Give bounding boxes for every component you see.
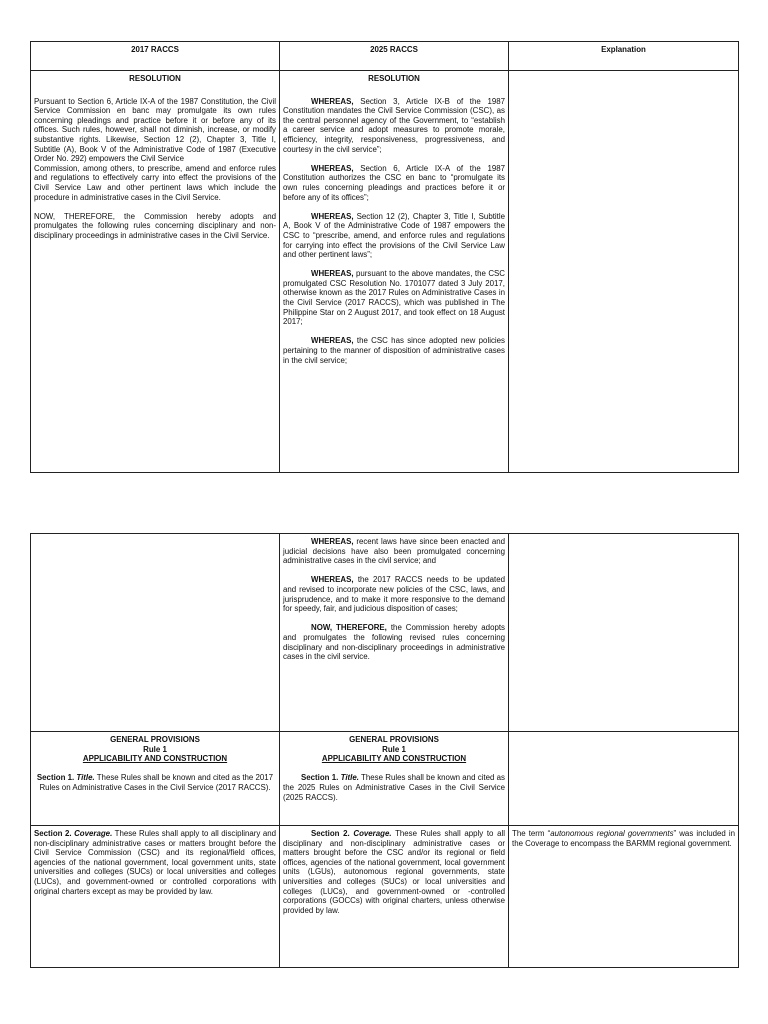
old-resolution-heading: RESOLUTION xyxy=(129,74,181,83)
section2-row xyxy=(31,826,739,968)
comparison-table-1 xyxy=(30,41,739,473)
comparison-table-2 xyxy=(30,533,739,968)
new-section1-cell xyxy=(280,732,509,826)
explanation-cell-3 xyxy=(509,732,739,826)
new-gp-title: GENERAL PROVISIONS xyxy=(349,735,439,744)
explanation-cell-2 xyxy=(509,534,739,732)
new-rule-number: Rule 1 xyxy=(382,744,406,754)
old-section1-cell xyxy=(31,732,280,826)
whereas-continued-row xyxy=(31,534,739,732)
new-whereas-continued-cell xyxy=(280,534,509,732)
old-section2: Section 2. Coverage. These Rules shall apply to all disciplinary and non-disciplinary administrative cases or matters brought before the Civil Service Commission (CSC) and its regional/field offices, agencies of the national government, local government units, state universities and colleges (SUCs) or local universities and colleges (LUCs), and government-owned or controlled corporations with original charters except as may be provided by law. xyxy=(34,829,276,896)
header-2017: 2017 RACCS xyxy=(31,42,280,71)
header-2025: 2025 RACCS xyxy=(280,42,509,71)
old-section1: Section 1. Title. These Rules shall be known and cited as the 2017 Rules on Administrative Cases in the Civil Service (2017 RACCS). xyxy=(36,773,274,792)
new-whereas-1: WHEREAS, Section 3, Article IX-B of the 1987 Constitution mandates the Civil Service Commission (CSC), as the central personnel agency of the Government, to “establish a career service and adopt measures to promote morale, efficiency, integrity, responsiveness, progressiveness, and courtesy in the civil service”; xyxy=(283,96,505,154)
explanation-section2-cell xyxy=(509,826,739,968)
old-rule-number: Rule 1 xyxy=(143,744,167,754)
explanation-section2: The term “autonomous regional governments” was included in the Coverage to encompass the BARMM regional government. xyxy=(512,829,735,848)
new-whereas-4: WHEREAS, pursuant to the above mandates, the CSC promulgated CSC Resolution No. 1701077 dated 3 July 2017, otherwise known as the 2017 Rules on Administrative Cases in the Civil Service (2017 RACCS), which was published in The Philippine Star on 2 August 2017, and took effect on 18 August 2017; xyxy=(283,269,505,327)
header-explanation: Explanation xyxy=(509,42,739,71)
new-whereas-7: WHEREAS, the 2017 RACCS needs to be updated and revised to incorporate new policies of the CSC, laws, and jurisprudence, and to make it more responsive to the demand for speedy, fair, and judicious disposition of cases; xyxy=(283,575,505,614)
resolution-row xyxy=(31,71,739,473)
old-resolution-p1: Pursuant to Section 6, Article IX-A of the 1987 Constitution, the Civil Service Commission en banc may promulgate its own rules concerning pleadings and practice before it or before any of its offices. Such rules, however, shall not diminish, increase, or modify substantive rights. Likewise, Section 12 (2), Chapter 3, Title I, Subtitle (A), Book V of the Administrative Code of 1987 (Executive Order No. 292) empowers the Civil Service xyxy=(34,96,276,164)
new-whereas-3: WHEREAS, Section 12 (2), Chapter 3, Title I, Subtitle A, Book V of the Administrative Code of 1987 empowers the CSC to “prescribe, amend, and enforce rules and regulations for carrying into effect the provisions of the Civil Service Law and other pertinent laws”; xyxy=(283,211,505,260)
new-whereas-2: WHEREAS, Section 6, Article IX-A of the 1987 Constitution authorizes the CSC en banc to “promulgate its own rules concerning pleadings and practices before it or before any of its offices”; xyxy=(283,163,505,202)
new-whereas-5: WHEREAS, the CSC has since adopted new policies pertaining to the manner of disposition of administrative cases in the civil service; xyxy=(283,336,505,365)
new-now-therefore: NOW, THEREFORE, the Commission hereby adopts and promulgates the following revised rules concerning disciplinary and non-disciplinary proceedings in administrative cases in the civil service. xyxy=(283,623,505,662)
new-section2: Section 2. Coverage. These Rules shall apply to all disciplinary and non-disciplinary administrative cases or matters brought before the CSC and/or its regional or field offices, agencies of the national government, local government units (LGUs), autonomous regional governments, state universities and colleges (SUCs) or local universities and colleges (LUCs), and government-owned or -controlled corporations (GOCCs) with original charters, unless otherwise provided by law. xyxy=(283,829,505,915)
old-resolution-p2: Commission, among others, to prescribe, amend and enforce rules and regulations to effectively carry into effect the provisions of the Civil Service Law and other pertinent laws which include the procedure in administrative cases in the Civil Service. xyxy=(34,163,276,202)
old-resolution-p3: NOW, THEREFORE, the Commission hereby adopts and promulgates the following rules concerning disciplinary and non-disciplinary proceedings in administrative cases in the Civil Service. xyxy=(34,211,276,240)
new-section1: Section 1. Title. These Rules shall be known and cited as the 2025 Rules on Administrative Cases in the Civil Service (2025 RACCS). xyxy=(283,773,505,802)
old-section2-cell xyxy=(31,826,280,968)
new-resolution-cell xyxy=(280,71,509,473)
new-whereas-6: WHEREAS, recent laws have since been enacted and judicial decisions have also been promulgated concerning administrative cases in the civil service; and xyxy=(283,537,505,566)
explanation-cell-1 xyxy=(509,71,739,473)
old-rule-title: APPLICABILITY AND CONSTRUCTION xyxy=(82,754,228,764)
old-resolution-cell xyxy=(31,71,280,473)
new-section2-cell xyxy=(280,826,509,968)
old-empty-cell xyxy=(31,534,280,732)
old-gp-title: GENERAL PROVISIONS xyxy=(110,735,200,744)
header-row xyxy=(31,42,739,71)
new-resolution-heading: RESOLUTION xyxy=(368,74,420,83)
new-rule-title: APPLICABILITY AND CONSTRUCTION xyxy=(321,754,467,764)
section1-row xyxy=(31,732,739,826)
